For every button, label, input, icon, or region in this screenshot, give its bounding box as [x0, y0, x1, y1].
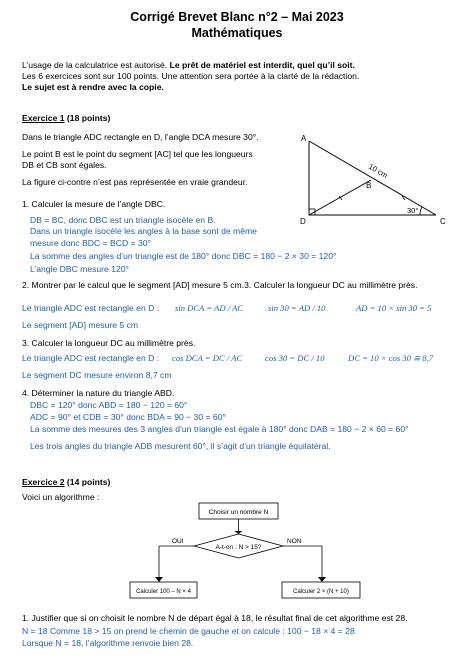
- ex1-answer-2-result: AD = 10 × sin 30 = 5: [356, 303, 432, 313]
- ex1-statement-3: La figure ci-contre n’est pas représentée en vraie grandeur.: [22, 177, 248, 187]
- ex2-points: (14 points): [66, 477, 111, 487]
- point-b-label: B: [366, 181, 372, 190]
- ex1-answer-2-formula-1: sin DCA = AD / AC: [175, 303, 244, 313]
- ex1-answer-4-line-2: ADC = 90° et CDB = 30° donc BDA = 90 − 30 = 60°: [30, 412, 226, 422]
- ex1-answer-1-line-3: mesure donc BDC = BCD = 30°: [30, 238, 151, 248]
- flow-yes-label: OUI: [172, 538, 184, 545]
- intro-line-3: Le sujet est à rendre avec la copie.: [22, 82, 164, 92]
- ex1-heading: [22, 113, 110, 124]
- ex1-answer-3-intro: Le triangle ADC est rectangle en D :: [22, 353, 160, 363]
- ex1-answer-2-formula-2: sin 30 = AD / 10: [268, 303, 326, 313]
- ex2-heading-label: Exercice 2: [22, 477, 65, 487]
- ex1-points: (18 points): [66, 113, 111, 123]
- length-label: 10 cm: [367, 161, 390, 180]
- ex1-answer-1-line-1: DB = BC, donc DBC est un triangle isocèle en B.: [30, 215, 216, 225]
- ex1-answer-3-conclusion: Le segment DC mesure environ 8,7 cm: [22, 370, 172, 380]
- ex1-answer-1-line-5: L’angle DBC mesure 120°: [30, 264, 129, 274]
- ex1-answer-3-result: DC = 10 × cos 30 ≅ 8,7: [348, 353, 434, 363]
- ex2-question-1: 1. Justifier que si on choisit le nombre N de départ égal à 18, le résultat final de cet algorithme est 28.: [22, 613, 408, 623]
- flow-left-box: Calculer 100 – N × 4: [136, 589, 191, 595]
- ex1-question-1: 1. Calculer la mesure de l’angle DBC.: [22, 199, 166, 209]
- intro-bold: Le prêt de matériel est interdit, quel qu’il soit.: [169, 60, 355, 70]
- ex1-answer-2-conclusion: Le segment [AD] mesure 5 cm: [22, 320, 139, 330]
- flow-start-box: Choisir un nombre N: [208, 509, 269, 516]
- angle-label: 30°: [407, 206, 419, 215]
- ex2-answer-1-line-1: N = 18 Comme 18 > 15 on prend le chemin de gauche et on calcule : 100 − 18 × 4 = 28: [22, 626, 355, 636]
- flow-no-label: NON: [287, 538, 302, 545]
- point-c-label: C: [440, 217, 446, 226]
- ex1-answer-3-formula-2: cos 30 = DC / 10: [265, 353, 325, 363]
- ex2-intro: Voici un algorithme :: [22, 492, 100, 502]
- page-subtitle: Mathématiques: [191, 26, 283, 40]
- point-d-label: D: [300, 217, 306, 226]
- ex2-answer-1-line-2: Lorsque N = 18, l’algorithme renvoie bien 28.: [22, 638, 194, 648]
- ex1-answer-4-line-3: La somme des mesures des 3 angles d’un triangle est égale à 180° donc DAB = 180 − 2 × 60 = 60°: [30, 424, 409, 434]
- algorithm-flowchart: [130, 498, 360, 608]
- ex1-question-3: 3. Calculer la longueur DC au millimètre près.: [22, 338, 196, 348]
- intro-line-1: [22, 60, 355, 71]
- ex1-answer-4-line-1: DBC = 120° donc ABD = 180 − 120 = 60°: [30, 400, 188, 410]
- triangle-figure: [290, 128, 450, 228]
- ex1-statement-1: Dans le triangle ADC rectangle en D, l’angle DCA mesure 30°.: [22, 132, 259, 142]
- ex1-question-2: 2. Montrer par le calcul que le segment [AD] mesure 5 cm.3. Calculer la longueur DC au millimètre près.: [22, 280, 418, 290]
- ex1-answer-1-line-4: La somme des angles d’un triangle est de 180° donc DBC = 180 − 2 × 30 = 120°: [30, 251, 337, 261]
- ex1-answer-2-intro: Le triangle ADC est rectangle en D :: [22, 303, 160, 313]
- ex1-statement-2a: Le point B est le point du segment [AC] tel que les longueurs: [22, 149, 253, 159]
- ex1-question-4: 4. Déterminer la nature du triangle ABD.: [22, 388, 175, 398]
- intro-text: L’usage de la calculatrice est autorisé.: [22, 60, 170, 70]
- flow-right-box: Calculer 2 × (N + 10): [293, 589, 349, 595]
- ex1-answer-4-line-4: Les trois angles du triangle ADB mesurent 60°, il s’agit d’un triangle équilatéral.: [30, 441, 331, 451]
- page-title: Corrigé Brevet Blanc n°2 – Mai 2023: [130, 10, 344, 24]
- ex1-heading-label: Exercice 1: [22, 113, 65, 123]
- point-a-label: A: [301, 134, 307, 143]
- ex1-statement-2b: DB et CB sont égales.: [22, 160, 107, 170]
- intro-line-2: Les 6 exercices sont sur 100 points. Une attention sera portée à la clarté de la rédaction.: [22, 71, 360, 81]
- ex2-heading: [22, 477, 110, 488]
- flow-test-diamond: A-t-on : N > 15?: [215, 544, 262, 551]
- ex1-answer-3-formula-1: cos DCA = DC / AC: [172, 353, 243, 363]
- ex1-answer-1-line-2: Dans un triangle isocèle les angles à la base sont de même: [30, 226, 257, 236]
